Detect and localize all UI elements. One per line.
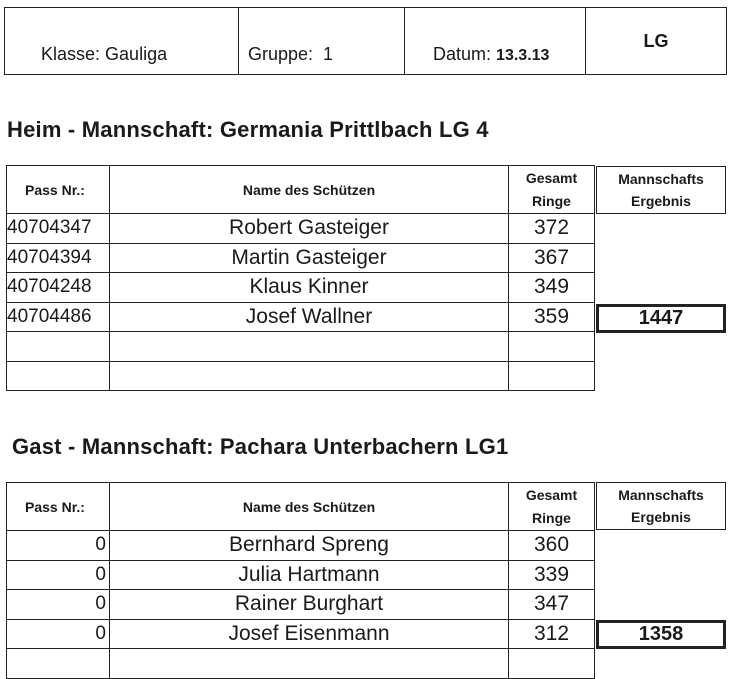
table-row — [7, 243, 595, 273]
pass-number-cell: 40704486 — [7, 302, 110, 332]
name-header: Name des Schützen — [110, 483, 509, 531]
guest-team-table — [6, 482, 595, 679]
name-header: Name des Schützen — [110, 166, 509, 214]
total-rings-cell: 367 — [509, 243, 595, 273]
total-rings-cell: 359 — [509, 302, 595, 332]
gruppe-label: Gruppe: — [248, 44, 314, 64]
table-row — [7, 302, 595, 332]
guest-header-row — [7, 483, 595, 531]
gesamt-line1: Gesamt — [525, 169, 578, 186]
guest-team-result-header — [596, 482, 726, 530]
klasse-label: Klasse: — [41, 44, 101, 64]
pass-number-cell: 40704347 — [7, 214, 110, 244]
shooter-name-cell — [110, 332, 509, 362]
total-rings-cell: 339 — [509, 560, 595, 590]
table-row — [7, 214, 595, 244]
pass-header: Pass Nr.: — [7, 166, 110, 214]
gesamt-header — [509, 483, 595, 531]
total-rings-cell — [509, 361, 595, 391]
shooter-name-cell: Julia Hartmann — [110, 560, 509, 590]
table-row — [7, 649, 595, 679]
gesamt-line1: Gesamt — [525, 486, 578, 503]
pass-number-cell: 40704394 — [7, 243, 110, 273]
pass-number-cell: 0 — [7, 531, 110, 561]
klasse-value: Gauliga — [105, 44, 168, 64]
pass-number-cell: 0 — [7, 590, 110, 620]
total-rings-cell: 347 — [509, 590, 595, 620]
shooter-name-cell — [110, 361, 509, 391]
total-rings-cell — [509, 649, 595, 679]
gesamt-header — [509, 166, 595, 214]
pass-number-cell: 0 — [7, 619, 110, 649]
shooter-name-cell: Josef Wallner — [110, 302, 509, 332]
total-rings-cell — [509, 332, 595, 362]
table-row — [7, 531, 595, 561]
total-rings-cell: 349 — [509, 273, 595, 303]
team-result-line2: Ergebnis — [631, 509, 691, 525]
team-result-line1: Mannschafts — [618, 487, 704, 503]
shooter-name-cell — [110, 649, 509, 679]
guest-team-title: Gast - Mannschaft: Pachara Unterbachern LG1 — [12, 434, 509, 459]
total-rings-cell: 312 — [509, 619, 595, 649]
pass-number-cell — [7, 332, 110, 362]
table-row — [7, 332, 595, 362]
home-header-row — [7, 166, 595, 214]
pass-number-cell: 0 — [7, 560, 110, 590]
shooter-name-cell: Robert Gasteiger — [110, 214, 509, 244]
table-row — [7, 590, 595, 620]
datum-label: Datum: — [433, 44, 492, 64]
gruppe-value: 1 — [323, 44, 334, 64]
pass-number-cell: 40704248 — [7, 273, 110, 303]
total-rings-cell: 360 — [509, 531, 595, 561]
gruppe-cell — [239, 8, 405, 74]
home-team-table — [6, 165, 595, 391]
gesamt-line2: Ringe — [532, 192, 571, 209]
guest-team-result: 1358 — [596, 620, 726, 649]
table-row — [7, 619, 595, 649]
shooter-name-cell: Bernhard Spreng — [110, 531, 509, 561]
table-row — [7, 273, 595, 303]
datum-value: 13.3.13 — [496, 47, 550, 64]
shooter-name-cell: Klaus Kinner — [110, 273, 509, 303]
total-rings-cell: 372 — [509, 214, 595, 244]
shooter-name-cell: Josef Eisenmann — [110, 619, 509, 649]
shooter-name-cell: Rainer Burghart — [110, 590, 509, 620]
team-result-line1: Mannschafts — [618, 171, 704, 187]
discipline-cell — [586, 8, 726, 74]
team-result-line2: Ergebnis — [631, 193, 691, 209]
discipline-value: LG — [643, 30, 669, 51]
klasse-cell — [5, 8, 239, 74]
pass-header: Pass Nr.: — [7, 483, 110, 531]
match-header — [4, 7, 727, 75]
home-team-result: 1447 — [596, 304, 726, 333]
datum-cell — [405, 8, 586, 74]
table-row — [7, 560, 595, 590]
pass-number-cell — [7, 361, 110, 391]
shooter-name-cell: Martin Gasteiger — [110, 243, 509, 273]
home-team-result-header — [596, 166, 726, 214]
table-row — [7, 361, 595, 391]
home-team-title: Heim - Mannschaft: Germania Prittlbach LG 4 — [7, 117, 489, 142]
gesamt-line2: Ringe — [532, 509, 571, 526]
pass-number-cell — [7, 649, 110, 679]
